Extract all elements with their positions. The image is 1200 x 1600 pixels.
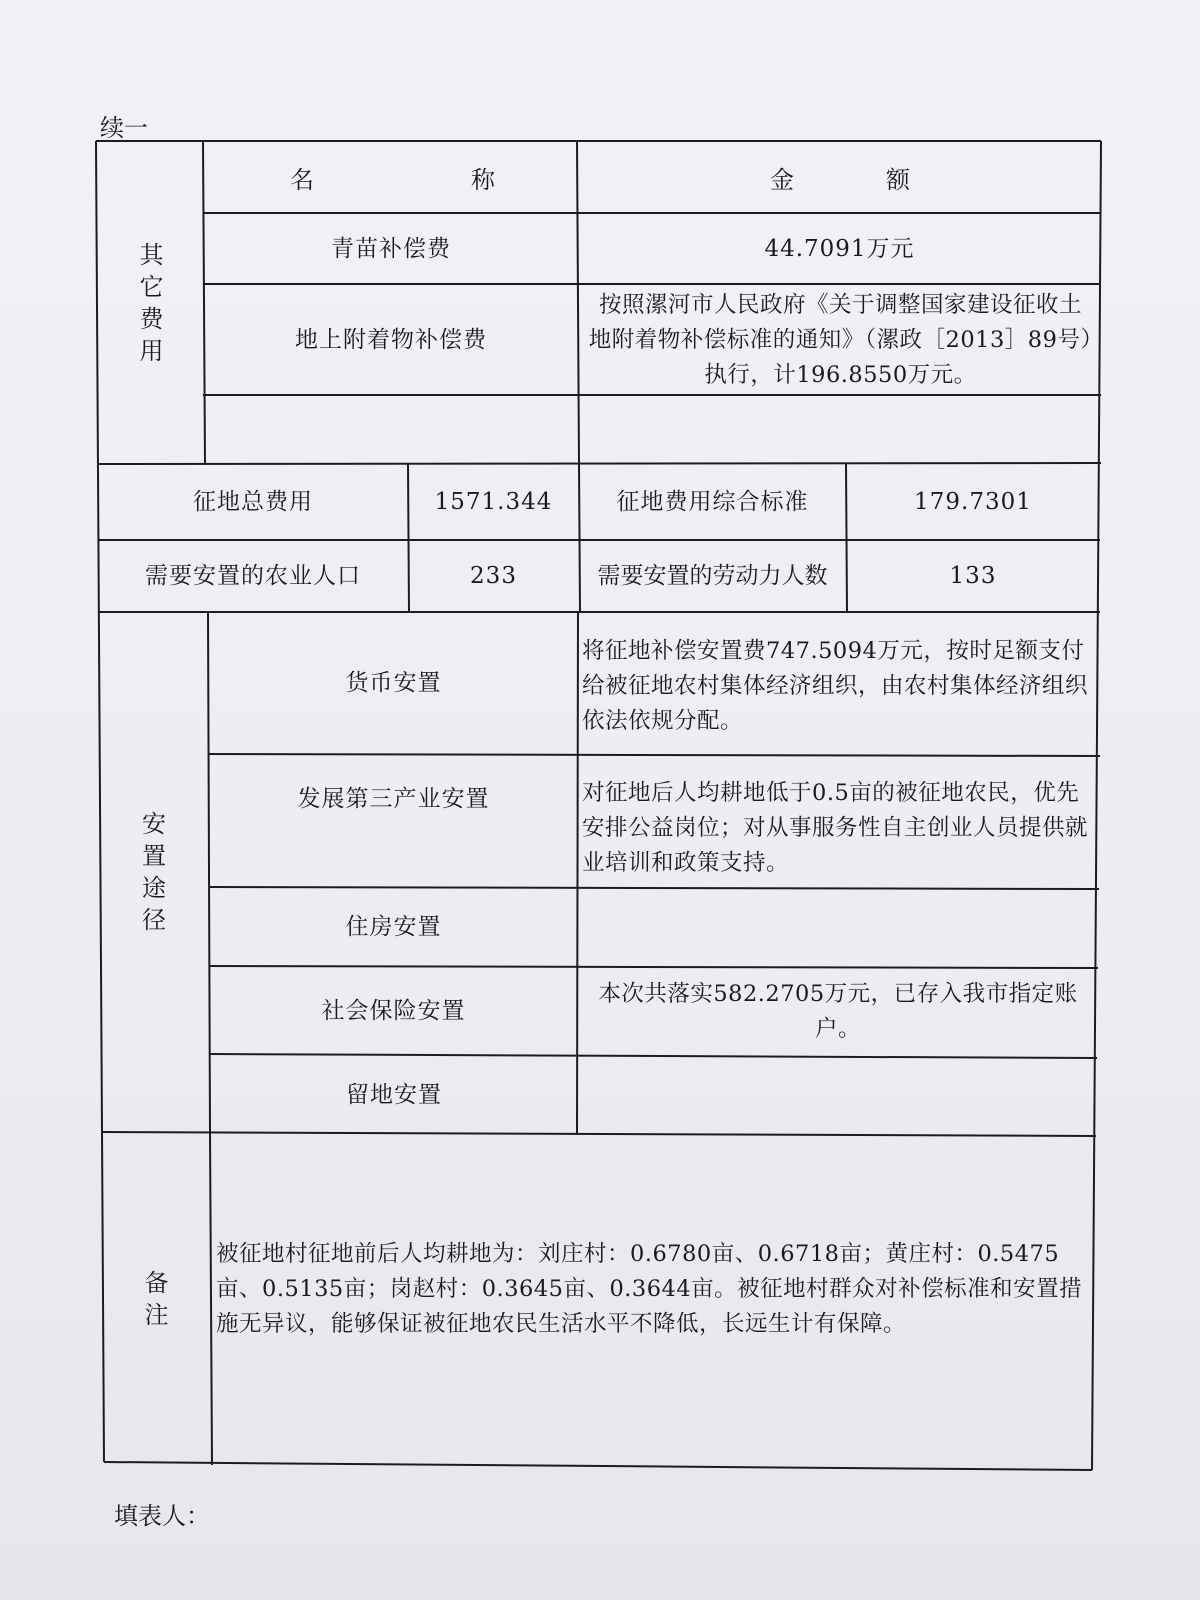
cost-standard-label: 征地费用综合标准 — [616, 489, 809, 515]
other-fees-title-char: 费 — [139, 304, 164, 333]
fee-amount-cell: 按照漯河市人民政府《关于调整国家建设征收土地附着物补偿标准的通知》（漯政［2013］89号）执行，计196.8550万元。 — [588, 291, 1093, 388]
column-header-name-char: 名 — [290, 165, 314, 194]
resettlement-method-detail: 对征地后人均耕地低于0.5亩的被征地农民，优先安排公益岗位；对从事服务性自主创业人员提供就业培训和政策支持。 — [582, 780, 1089, 876]
resettlement-title-char: 安 — [142, 810, 166, 838]
fee-name-cell: 地上附着物补偿费 — [295, 326, 487, 353]
agri-population-label: 需要安置的农业人口 — [145, 563, 361, 589]
other-fees-title-char: 它 — [139, 272, 164, 301]
cost-standard-value: 179.7301 — [914, 489, 1032, 515]
resettlement-method-name: 住房安置 — [345, 914, 442, 940]
remarks-section-title — [102, 1133, 211, 1465]
resettlement-title-char: 径 — [142, 906, 166, 934]
column-header-amount — [770, 141, 910, 213]
resettlement-method-detail: 将征地补偿安置费747.5094万元，按时足额支付给被征地农村集体经济组织，由农村集体经济组织依法依规分配。 — [582, 638, 1089, 734]
fee-amount-cell: 44.7091万元 — [764, 235, 915, 262]
other-fees-title-char: 用 — [139, 336, 164, 365]
resettlement-title-char: 置 — [142, 842, 166, 870]
continuation-label: 续一 — [100, 114, 148, 142]
resettlement-title-char: 途 — [142, 874, 166, 902]
remarks-title-char: 备 — [144, 1269, 169, 1297]
total-cost-label: 征地总费用 — [193, 489, 313, 515]
resettlement-method-detail: 本次共落实582.2705万元，已存入我市指定账户。 — [598, 981, 1078, 1042]
column-header-name-char: 称 — [471, 165, 495, 194]
other-fees-title-char: 其 — [139, 240, 164, 269]
other-fees-section-title — [100, 141, 203, 464]
labor-count-label: 需要安置的劳动力人数 — [597, 563, 828, 589]
resettlement-method-detail — [578, 1056, 1097, 1134]
resettlement-method-name: 货币安置 — [345, 670, 442, 696]
agri-population-value: 233 — [470, 563, 517, 589]
labor-count-value: 133 — [949, 563, 997, 589]
fee-name-cell: 青苗补偿费 — [331, 235, 451, 262]
column-header-name — [290, 141, 495, 213]
resettlement-method-name: 社会保险安置 — [321, 998, 466, 1024]
resettlement-method-name: 留地安置 — [346, 1082, 442, 1108]
form-filler-label: 填表人： — [114, 1502, 210, 1530]
column-header-amount-char: 金 — [770, 165, 794, 194]
total-cost-value: 1571.344 — [434, 489, 553, 515]
remarks-text: 被征地村征地前后人均耕地为：刘庄村：0.6780亩、0.6718亩；黄庄村：0.5475亩、0.5135亩；岗赵村：0.3645亩、0.3644亩。被征地村群众对补偿标准和安置措施无异议，能够保证被征地农民生活水平不降低，长远生计有保障。 — [216, 1241, 1083, 1337]
resettlement-method-detail — [578, 888, 1099, 966]
column-header-amount-char: 额 — [886, 165, 910, 194]
remarks-title-char: 注 — [144, 1301, 169, 1329]
resettlement-method-name: 发展第三产业安置 — [297, 786, 490, 812]
resettlement-section-title — [100, 612, 208, 1132]
